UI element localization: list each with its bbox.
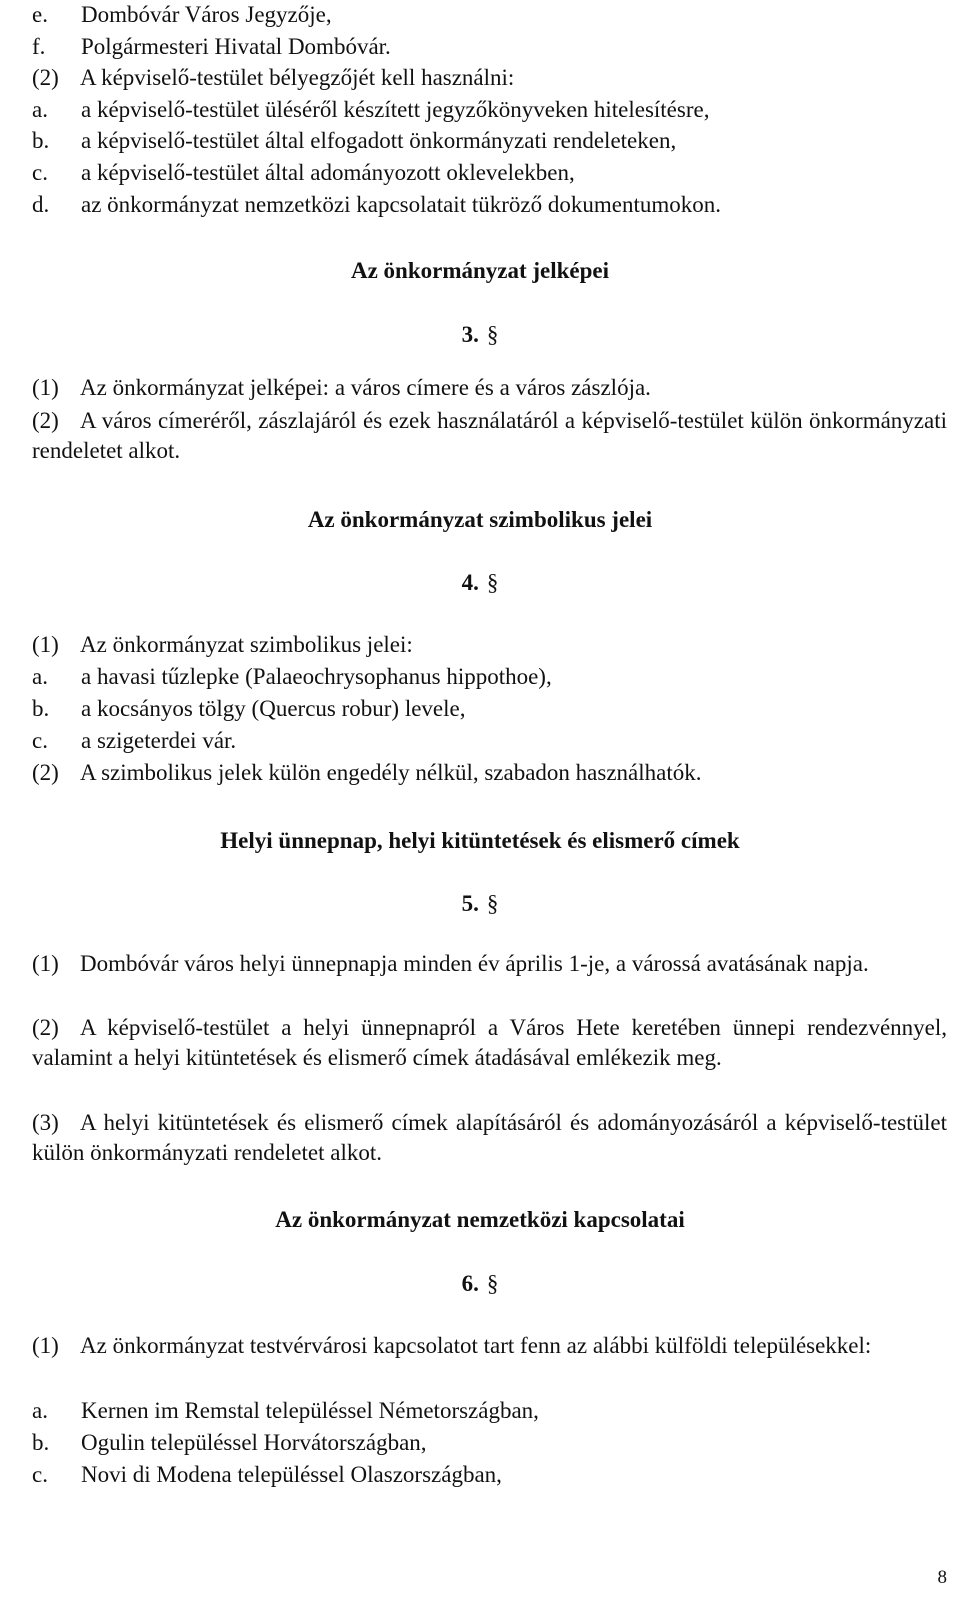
- paragraph-number: (1): [32, 375, 59, 400]
- section-number-text: 5.: [461, 891, 479, 916]
- list-item: [32, 32, 947, 62]
- list-item: [32, 726, 947, 756]
- list-marker: e.: [32, 2, 48, 27]
- list-marker: a.: [32, 97, 48, 122]
- paragraph: [32, 949, 947, 979]
- paragraph-text: Az önkormányzat szimbolikus jelei:: [80, 632, 413, 657]
- paragraph-text: A város címeréről, zászlajáról és ezek használatáról a képviselő-testület külön önkormányzati rendeletet alkot.: [32, 408, 947, 463]
- list-item: [32, 126, 947, 156]
- paragraph: [32, 406, 947, 465]
- paragraph-number: (2): [32, 1015, 59, 1040]
- list-item: [32, 694, 947, 724]
- list-marker: a.: [32, 664, 48, 689]
- paragraph: [32, 1108, 947, 1167]
- section-number: [0, 889, 960, 919]
- section-number: [0, 320, 960, 350]
- list-item: [32, 1396, 947, 1426]
- list-item: [32, 158, 947, 188]
- section-sign: §: [486, 891, 499, 916]
- list-marker: b.: [32, 696, 50, 721]
- section-number-text: 6.: [461, 1271, 479, 1296]
- paragraph: [32, 1013, 947, 1072]
- paragraph-number: (2): [32, 760, 59, 785]
- paragraph-text: Dombóvár város helyi ünnepnapja minden év április 1-je, a várossá avatásának napja.: [80, 951, 869, 976]
- paragraph: [32, 758, 947, 788]
- list-item-text: a képviselő-testület üléséről készített jegyzőkönyveken hitelesítésre,: [81, 97, 710, 122]
- list-item-text: Ogulin településsel Horvátországban,: [81, 1430, 427, 1455]
- list-item: [32, 662, 947, 692]
- list-marker: b.: [32, 1430, 50, 1455]
- paragraph-number: (1): [32, 632, 59, 657]
- list-marker: c.: [32, 160, 48, 185]
- list-item-text: a képviselő-testület által adományozott oklevelekben,: [81, 160, 575, 185]
- list-item: [32, 190, 947, 220]
- section-heading: Az önkormányzat jelképei: [350, 258, 610, 283]
- paragraph-number: (2): [32, 65, 59, 90]
- section-number-text: 3.: [461, 322, 479, 347]
- paragraph-text: A szimbolikus jelek külön engedély nélkül, szabadon használhatók.: [80, 760, 702, 785]
- list-item-text: a kocsányos tölgy (Quercus robur) levele,: [81, 696, 466, 721]
- section-heading: Az önkormányzat nemzetközi kapcsolatai: [275, 1207, 685, 1232]
- section-number-text: 4.: [461, 570, 479, 595]
- list-marker: d.: [32, 192, 50, 217]
- list-item-text: a képviselő-testület által elfogadott önkormányzati rendeleteken,: [81, 128, 677, 153]
- list-item-text: a havasi tűzlepke (Palaeochrysophanus hippothoe),: [81, 664, 552, 689]
- section-number: [0, 1269, 960, 1299]
- paragraph-text: A képviselő-testület a helyi ünnepnapról a Város Hete keretében ünnepi rendezvénnyel, valamint a helyi kitüntetések és elismerő címek átadásával emlékezik meg.: [32, 1015, 947, 1070]
- list-item-text: Polgármesteri Hivatal Dombóvár.: [81, 34, 391, 59]
- list-marker: f.: [32, 34, 46, 59]
- list-item: [32, 1460, 947, 1490]
- paragraph-text: Az önkormányzat jelképei: a város címere és a város zászlója.: [80, 375, 651, 400]
- paragraph-number: (3): [32, 1110, 59, 1135]
- section-sign: §: [486, 1271, 499, 1296]
- paragraph-number: (1): [32, 1333, 59, 1358]
- paragraph: [32, 1331, 947, 1361]
- section-heading: Az önkormányzat szimbolikus jelei: [307, 507, 653, 532]
- list-item: [32, 95, 947, 125]
- list-item: [32, 1428, 947, 1458]
- paragraph: [32, 630, 947, 660]
- paragraph-text: A képviselő-testület bélyegzőjét kell használni:: [80, 65, 515, 90]
- list-marker: c.: [32, 1462, 48, 1487]
- list-marker: c.: [32, 728, 48, 753]
- paragraph: [32, 373, 947, 403]
- page-number: 8: [937, 1567, 947, 1588]
- paragraph-number: (2): [32, 408, 59, 433]
- section-number: [0, 568, 960, 598]
- list-item-text: Dombóvár Város Jegyzője,: [81, 2, 332, 27]
- list-item: [32, 0, 947, 30]
- paragraph-text: A helyi kitüntetések és elismerő címek alapításáról és adományozásáról a képviselő-testület külön önkormányzati rendeletet alkot.: [32, 1110, 947, 1165]
- paragraph-2-stamp: [32, 63, 947, 93]
- list-item-text: Kernen im Remstal településsel Németországban,: [81, 1398, 539, 1423]
- list-item-text: az önkormányzat nemzetközi kapcsolatait tükröző dokumentumokon.: [81, 192, 721, 217]
- list-marker: a.: [32, 1398, 48, 1423]
- paragraph-text: Az önkormányzat testvérvárosi kapcsolatot tart fenn az alábbi külföldi településekkel:: [80, 1333, 872, 1358]
- list-item-text: a szigeterdei vár.: [81, 728, 237, 753]
- section-sign: §: [486, 322, 499, 347]
- list-marker: b.: [32, 128, 50, 153]
- section-heading: Helyi ünnepnap, helyi kitüntetések és elismerő címek: [220, 828, 740, 853]
- list-item-text: Novi di Modena településsel Olaszországban,: [81, 1462, 502, 1487]
- paragraph-number: (1): [32, 951, 59, 976]
- section-sign: §: [486, 570, 499, 595]
